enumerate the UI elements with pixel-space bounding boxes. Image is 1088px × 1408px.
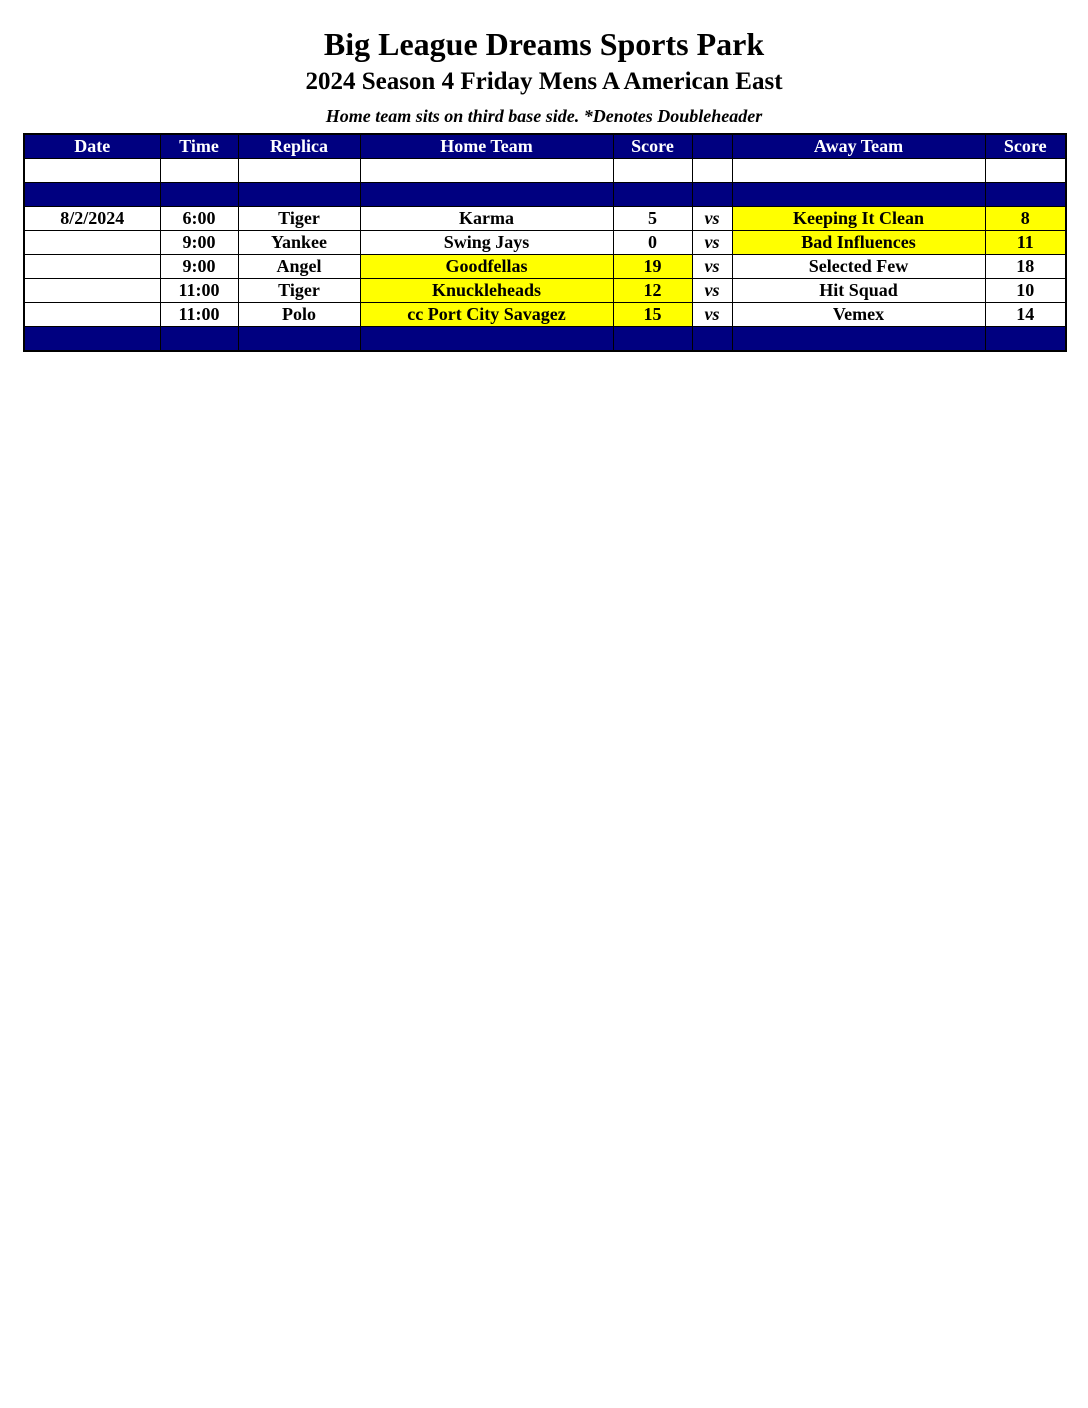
column-header-away-score: Score [985, 134, 1066, 159]
game-time: 9:00 [160, 231, 238, 255]
home-team: cc Port City Savagez [360, 303, 613, 327]
game-date [24, 303, 160, 327]
game-date: 8/2/2024 [24, 207, 160, 231]
table-row [24, 207, 1066, 231]
vs-label: vs [692, 303, 732, 327]
game-date [24, 231, 160, 255]
game-time: 9:00 [160, 255, 238, 279]
away-score: 11 [985, 231, 1066, 255]
column-header-away-team: Away Team [732, 134, 985, 159]
column-header-home-team: Home Team [360, 134, 613, 159]
column-header-replica: Replica [238, 134, 360, 159]
separator-row [24, 183, 1066, 207]
schedule-note: Home team sits on third base side. *Denotes Doubleheader [325, 106, 763, 126]
game-field: Tiger [238, 279, 360, 303]
away-team: Keeping It Clean [732, 207, 985, 231]
game-field: Tiger [238, 207, 360, 231]
vs-label: vs [692, 207, 732, 231]
header-row [24, 134, 1066, 159]
game-time: 6:00 [160, 207, 238, 231]
home-score: 19 [613, 255, 692, 279]
game-time: 11:00 [160, 303, 238, 327]
column-header-vs [692, 134, 732, 159]
away-score: 10 [985, 279, 1066, 303]
table-row [24, 231, 1066, 255]
home-score: 0 [613, 231, 692, 255]
empty-row [24, 159, 1066, 183]
home-team: Knuckleheads [360, 279, 613, 303]
away-team: Bad Influences [732, 231, 985, 255]
home-score: 12 [613, 279, 692, 303]
vs-label: vs [692, 255, 732, 279]
game-field: Polo [238, 303, 360, 327]
vs-label: vs [692, 279, 732, 303]
vs-label: vs [692, 231, 732, 255]
schedule-table [23, 133, 1067, 352]
away-score: 14 [985, 303, 1066, 327]
home-score: 5 [613, 207, 692, 231]
page-subtitle: 2024 Season 4 Friday Mens A American East [305, 68, 783, 95]
game-date [24, 279, 160, 303]
column-header-home-score: Score [613, 134, 692, 159]
table-row [24, 303, 1066, 327]
away-team: Vemex [732, 303, 985, 327]
game-field: Angel [238, 255, 360, 279]
away-score: 8 [985, 207, 1066, 231]
away-team: Hit Squad [732, 279, 985, 303]
home-team: Swing Jays [360, 231, 613, 255]
home-team: Goodfellas [360, 255, 613, 279]
game-date [24, 255, 160, 279]
away-score: 18 [985, 255, 1066, 279]
footer-row [24, 327, 1066, 352]
away-team: Selected Few [732, 255, 985, 279]
column-header-time: Time [160, 134, 238, 159]
game-time: 11:00 [160, 279, 238, 303]
table-row [24, 255, 1066, 279]
home-score: 15 [613, 303, 692, 327]
page-title: Big League Dreams Sports Park [323, 26, 765, 62]
table-row [24, 279, 1066, 303]
game-field: Yankee [238, 231, 360, 255]
home-team: Karma [360, 207, 613, 231]
column-header-date: Date [24, 134, 160, 159]
